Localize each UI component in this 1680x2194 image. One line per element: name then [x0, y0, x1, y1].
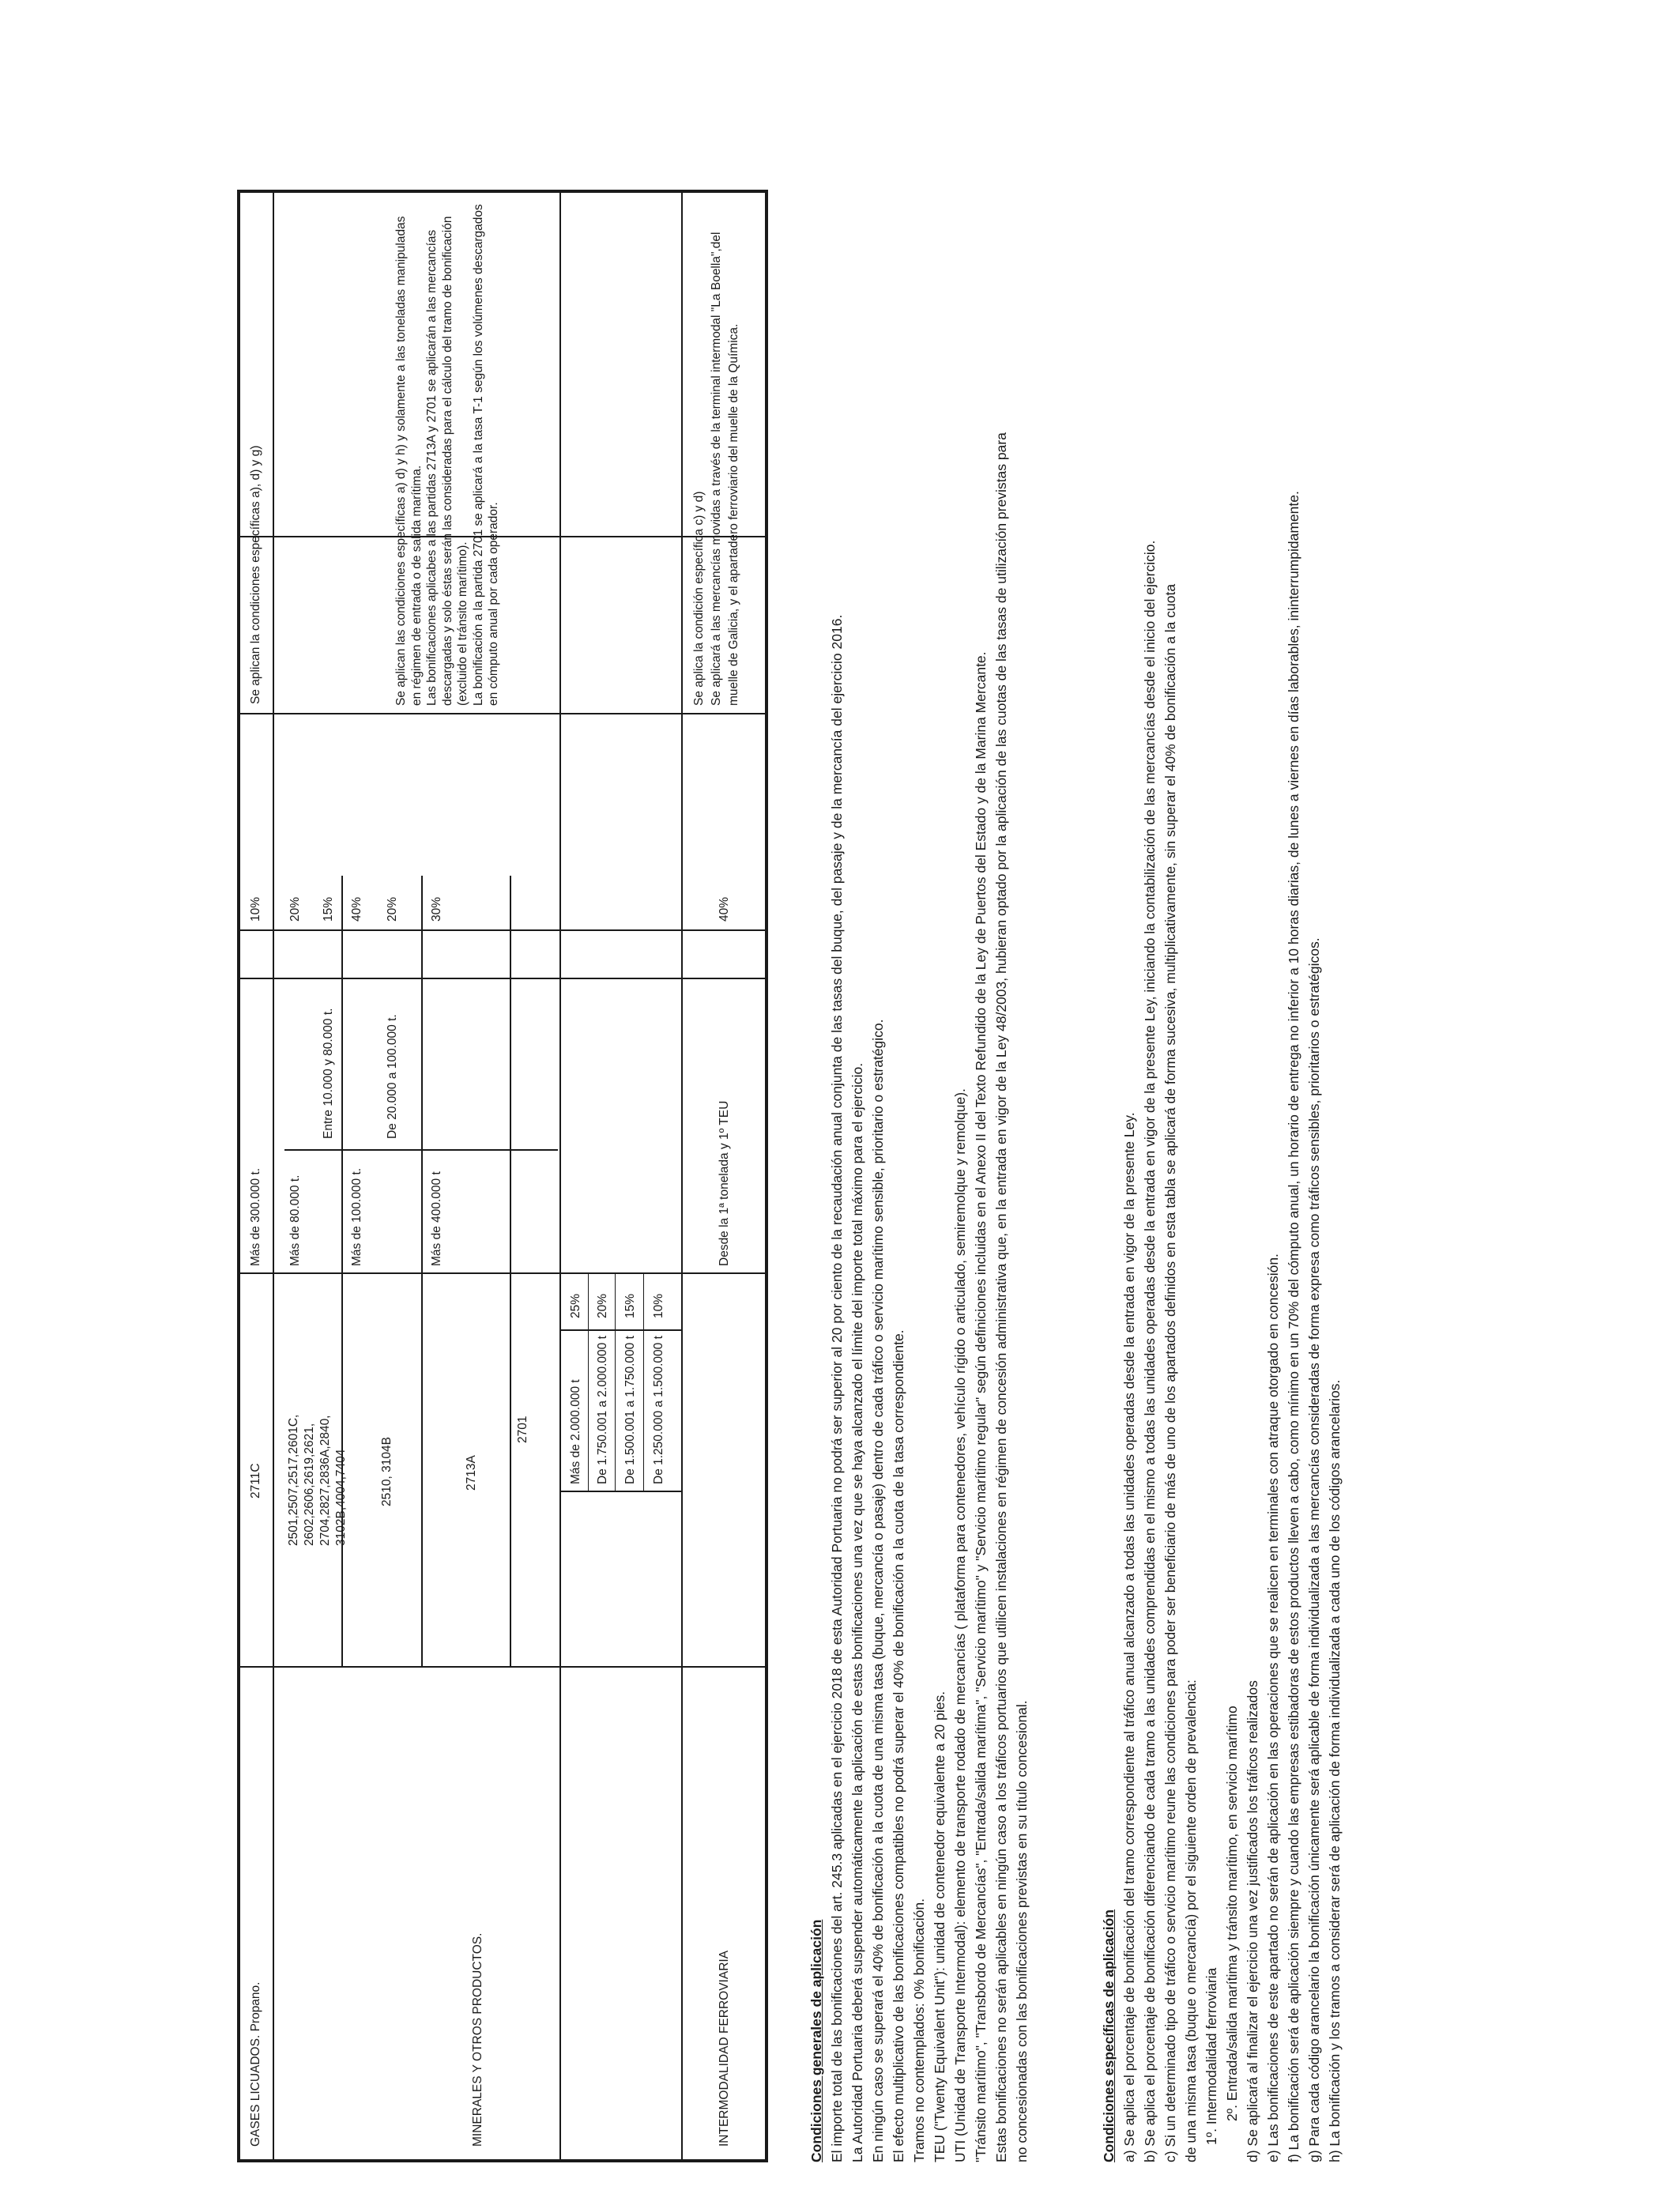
- condition-line: descargadas y solo éstas serán las consideradas para el cálculo del tramo de bonificación: [440, 216, 454, 706]
- specific-conditions-title: Condiciones específicas de aplicación: [1101, 1909, 1117, 2162]
- minerales-codes-b: 2510, 3104B: [380, 1437, 394, 1506]
- condition-line: Se aplica la condición específica c) y d): [692, 491, 706, 706]
- condition-line: Se aplican las condiciones específicas a) d) y h) y solamente a las toneladas manipuladas: [394, 216, 408, 706]
- condition-line: (excluido el tránsito marítimo).: [456, 541, 469, 706]
- minerales-percent: 20%: [288, 896, 302, 922]
- specific-line: f) La bonificación será de aplicación siempre y cuando las empresas estibadoras de estos productos lleven a cabo, como mínimo en un 70% del cómputo anual, un horario de entrega no inferior a 10 horas diarias, de lunes a viernes en días laborables, ininterrumpidamente.: [1286, 491, 1301, 2162]
- specific-line: g) Para cada código arancelario la bonificación únicamente será aplicable de forma individualizada a las mercancías consideradas de forma expresa como tráficos sensibles, prioritarios o estratégicos.: [1306, 937, 1322, 2162]
- general-line: La Autoridad Portuaria deberá suspender automáticamente la aplicación de estas bonificaciones una vez que se haya alcanzado el límite del importe total máximo para el ejercicio.: [849, 1062, 865, 2162]
- minerales-percent: 20%: [386, 896, 399, 922]
- general-line: Estas bonificaciones no serán aplicables en ningún caso a los tráficos portuarios que utilicen instalaciones en régimen de concesión administrativa que, en la entrada en vigor de la Ley 48/2003, hubieran optado por la aplicación de las cuotas de las tasas de utilización previstas para: [993, 432, 1009, 2162]
- specific-line: e) Las bonificaciones de este apartado no serán de aplicación en las operaciones que se realicen en terminales con atraque otorgado en concesión.: [1265, 1253, 1281, 2162]
- specific-line: 1º. Intermodalidad ferroviaria: [1203, 1967, 1219, 2145]
- general-conditions: [806, 432, 1032, 2162]
- gases-conditions: Se aplican la condiciones específicas a), d) y g): [249, 445, 262, 704]
- intermodal-percent: 40%: [718, 896, 731, 922]
- condition-line: en cómputo anual por cada operador.: [487, 502, 500, 706]
- minerales-codes-c: 2713A: [465, 1455, 478, 1491]
- minerales-percent: 30%: [430, 896, 443, 922]
- minerales-codes-d: 2701: [516, 1416, 529, 1443]
- range-2701: De 1.500.001 a 1.750.000 t: [623, 1336, 637, 1484]
- condition-line: Se aplicará a las mercancías movidas a través de la terminal intermodal "La Boella",del: [710, 232, 723, 706]
- specific-conditions: [1098, 491, 1345, 2162]
- gases-percent: 10%: [249, 896, 262, 922]
- condition-line: Las bonificaciones aplicabes a las partidas 2713A y 2701 se aplicarán a las mercancías: [425, 229, 439, 706]
- minerales-percent: 40%: [350, 896, 363, 922]
- general-line: Tramos no contemplados: 0% bonificación.: [911, 1898, 927, 2162]
- minerales-threshold: Más de 100.000 t.: [350, 1167, 363, 1266]
- general-conditions-title: Condiciones generales de aplicación: [808, 1919, 824, 2162]
- general-line: "Tránsito marítimo", "Transbordo de Mercancías", "Entrada/salida marítima", "Servicio marítimo" y "Servicio marítimo regular" según definiciones incluidas en el Anexo II del Texto Refundido de la Ley de Puertos del Estado y de la Marina Mercante.: [973, 651, 989, 2162]
- range-2701: De 1.250.000 a 1.500.000 t: [652, 1336, 665, 1484]
- gases-codes: 2711C: [249, 1463, 262, 1498]
- specific-line: h) La bonificación y los tramos a considerar será de aplicación de forma individualizada a cada uno de los códigos arancelarios.: [1327, 1379, 1343, 2162]
- specific-line: b) Se aplica el porcentaje de bonificación diferenciando de cada tramo a las unidades comprendidas en el mismo a todas las unidades operadas desde la entrada en vigor de la presente Ley, iniciando la contabilización de las mercancías desde el inicio del ejercicio.: [1142, 540, 1158, 2162]
- range-2701: Más de 2.000.000 t: [569, 1379, 582, 1484]
- general-line: TEU ("Twenty Equivalent Unit"): unidad de contenedor equivalente a 20 pies.: [932, 1691, 947, 2162]
- condition-line: muelle de Galicia, y el apartadero ferroviario del muelle de la Química.: [727, 323, 740, 706]
- intermodal-threshold: Desde la 1ª tonelada y 1º TEU: [718, 1100, 731, 1266]
- minerales-label: MINERALES Y OTROS PRODUCTOS.: [471, 1932, 484, 2147]
- minerales-threshold: De 20.000 a 100.000 t.: [386, 1014, 399, 1139]
- condition-line: en régimen de entrada o de salida marítima.: [409, 465, 424, 706]
- specific-line: c) Si un determinado tipo de tráfico o servicio marítimo reune las condiciones para poder ser beneficiario de más de uno de los apartados definidos en esta tabla se aplicará de forma sucesiva, multiplicativamente, sin superar el 40% de bonificación a la cuota: [1162, 583, 1178, 2162]
- minerales-threshold: Más de 80.000 t.: [288, 1174, 302, 1266]
- specific-line: a) Se aplica el porcentaje de bonificación del tramo correspondiente al tráfico anual alcanzado a todas las unidades operadas desde la entrada en vigor de la presente Ley.: [1121, 1112, 1137, 2162]
- range-2701: De 1.750.001 a 2.000.000 t: [596, 1336, 609, 1484]
- gases-label: GASES LICUADOS. Propano.: [249, 1981, 262, 2147]
- minerales-threshold: Entre 10.000 y 80.000 t.: [322, 1008, 335, 1139]
- minerales-codes-a: 2501,2507,2517,2601C, 2602,2606,2619,2621, 2704,2827,2836A,2840, 3102B,4004,7404: [287, 1414, 348, 1546]
- minerales-conditions: [394, 204, 502, 706]
- range-percent-2701: 20%: [596, 1293, 609, 1318]
- intermodal-label: INTERMODALIDAD FERROVIARIA: [718, 1950, 731, 2147]
- minerales-threshold: Más de 400.000 t: [430, 1171, 443, 1266]
- general-line: no concesionadas con las bonificaciones previstas en su título concesional.: [1014, 1700, 1030, 2162]
- specific-line: de una misma tasa (buque o mercancía) por el siguiente orden de prevalencia:: [1183, 1679, 1199, 2162]
- range-percent-2701: 25%: [569, 1293, 582, 1318]
- range-percent-2701: 15%: [623, 1293, 637, 1318]
- gases-threshold: Más de 300.000 t.: [249, 1167, 262, 1266]
- minerales-percent: 15%: [322, 896, 335, 922]
- general-line: El efecto multiplicativo de las bonificaciones compatibles no podrá superar el 40% de bonificación a la cuota de la tasa correspondiente.: [891, 1329, 906, 2162]
- specific-line: d) Se aplicará al finalizar el ejercicio una vez justificados los tráficos realizados: [1245, 1680, 1260, 2162]
- general-line: En ningún caso se superará el 40% de bonificación a la cuota de una misma tasa (buque, mercancía o pasaje) dentro de cada tráfico o servicio marítimo sensible, prioritario o estratégico.: [870, 1019, 886, 2162]
- general-line: UTI (Unidad de Transporte Intermodal): elemento de transporte rodado de mercancías ( plataforma para contenedores, vehículo rígido o articulado, semiremolque y remolque).: [952, 1088, 968, 2162]
- specific-line: 2º. Entrada/salida marítima y tránsito marítimo, en servicio marítimo: [1224, 1706, 1240, 2121]
- general-line: El importe total de las bonificaciones del art. 245.3 aplicadas en el ejercicio 2018 de esta Autoridad Portuaria no podrá ser superior al 20 por ciento de la recaudación anual conjunta de las tasas del buque, del pasaje y de la mercancía del ejercicio 2016.: [829, 614, 845, 2162]
- intermodal-conditions: [691, 232, 743, 706]
- range-percent-2701: 10%: [652, 1293, 665, 1318]
- condition-line: La bonificación a la partida 2701 se aplicará a la tasa T-1 según los volúmenes descargados: [471, 204, 485, 706]
